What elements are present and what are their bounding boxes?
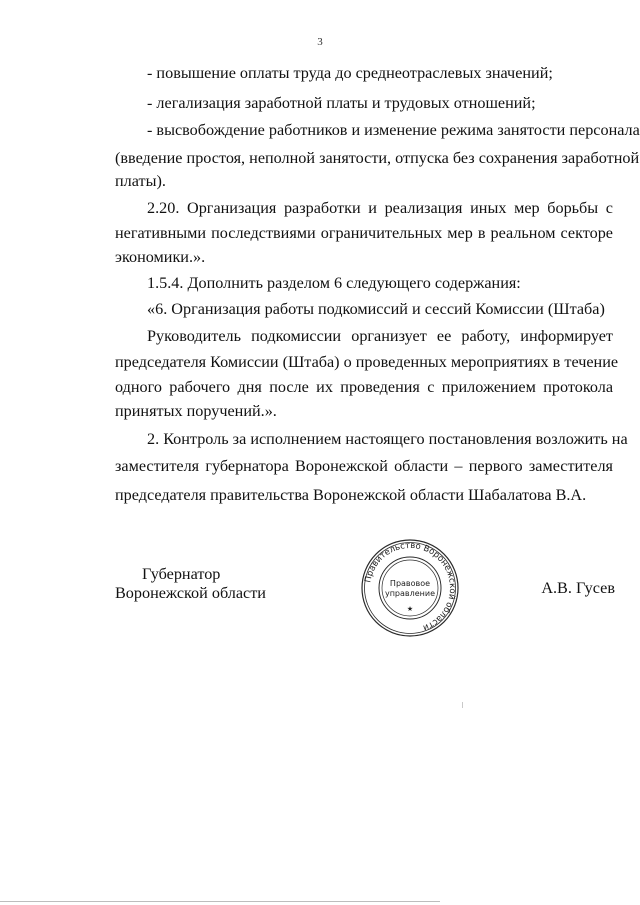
paragraph-line: 2.20. Организация разработки и реализация иных мер борьбы с bbox=[147, 199, 613, 217]
paragraph-line: 2. Контроль за исполнением настоящего постановления возложить на bbox=[147, 430, 628, 448]
paragraph-line: 1.5.4. Дополнить разделом 6 следующего содержания: bbox=[147, 274, 521, 292]
seal-star-icon: ★ bbox=[406, 605, 414, 613]
seal-ring-text: Правительство Воронежской области bbox=[363, 540, 458, 633]
text-line: председателя правительства Воронежской области Шабалатова В.А. bbox=[115, 486, 587, 504]
paragraph-line: Руководитель подкомиссии организует ее работу, информирует bbox=[147, 327, 613, 345]
bullet-item: - повышение оплаты труда до среднеотраслевых значений; bbox=[147, 64, 553, 82]
bottom-rule bbox=[0, 901, 440, 902]
seal-center-line-2: управление bbox=[384, 589, 436, 598]
seal-center-line-1: Правовое bbox=[389, 579, 431, 588]
bullet-item: - высвобождение работников и изменение режима занятости персонала bbox=[147, 121, 640, 139]
text-line: негативными последствиями ограничительных мер в реальном секторе bbox=[115, 224, 613, 242]
text-line: платы). bbox=[115, 172, 166, 190]
signatory-name: А.В. Гусев bbox=[541, 579, 615, 597]
position-line-1: Губернатор bbox=[142, 565, 221, 583]
page-number: 3 bbox=[317, 36, 323, 48]
text-line: принятых поручений.». bbox=[115, 402, 277, 420]
text-line: (введение простоя, неполной занятости, отпуска без сохранения заработной bbox=[115, 149, 640, 167]
bullet-item: - легализация заработной платы и трудовых отношений; bbox=[147, 94, 536, 112]
position-line-2: Воронежской области bbox=[115, 584, 266, 602]
text-line: председателя Комиссии (Штаба) о проведенных мероприятиях в течение bbox=[115, 353, 619, 371]
section-heading: «6. Организация работы подкомиссий и сессий Комиссии (Штаба) bbox=[147, 300, 605, 318]
scan-mark bbox=[462, 702, 463, 708]
text-line: экономики.». bbox=[115, 248, 206, 266]
signature-position bbox=[115, 565, 266, 603]
text-line: заместителя губернатора Воронежской области – первого заместителя bbox=[115, 457, 613, 475]
text-line: одного рабочего дня после их проведения с приложением протокола bbox=[115, 378, 613, 396]
seal-stamp bbox=[360, 538, 460, 638]
